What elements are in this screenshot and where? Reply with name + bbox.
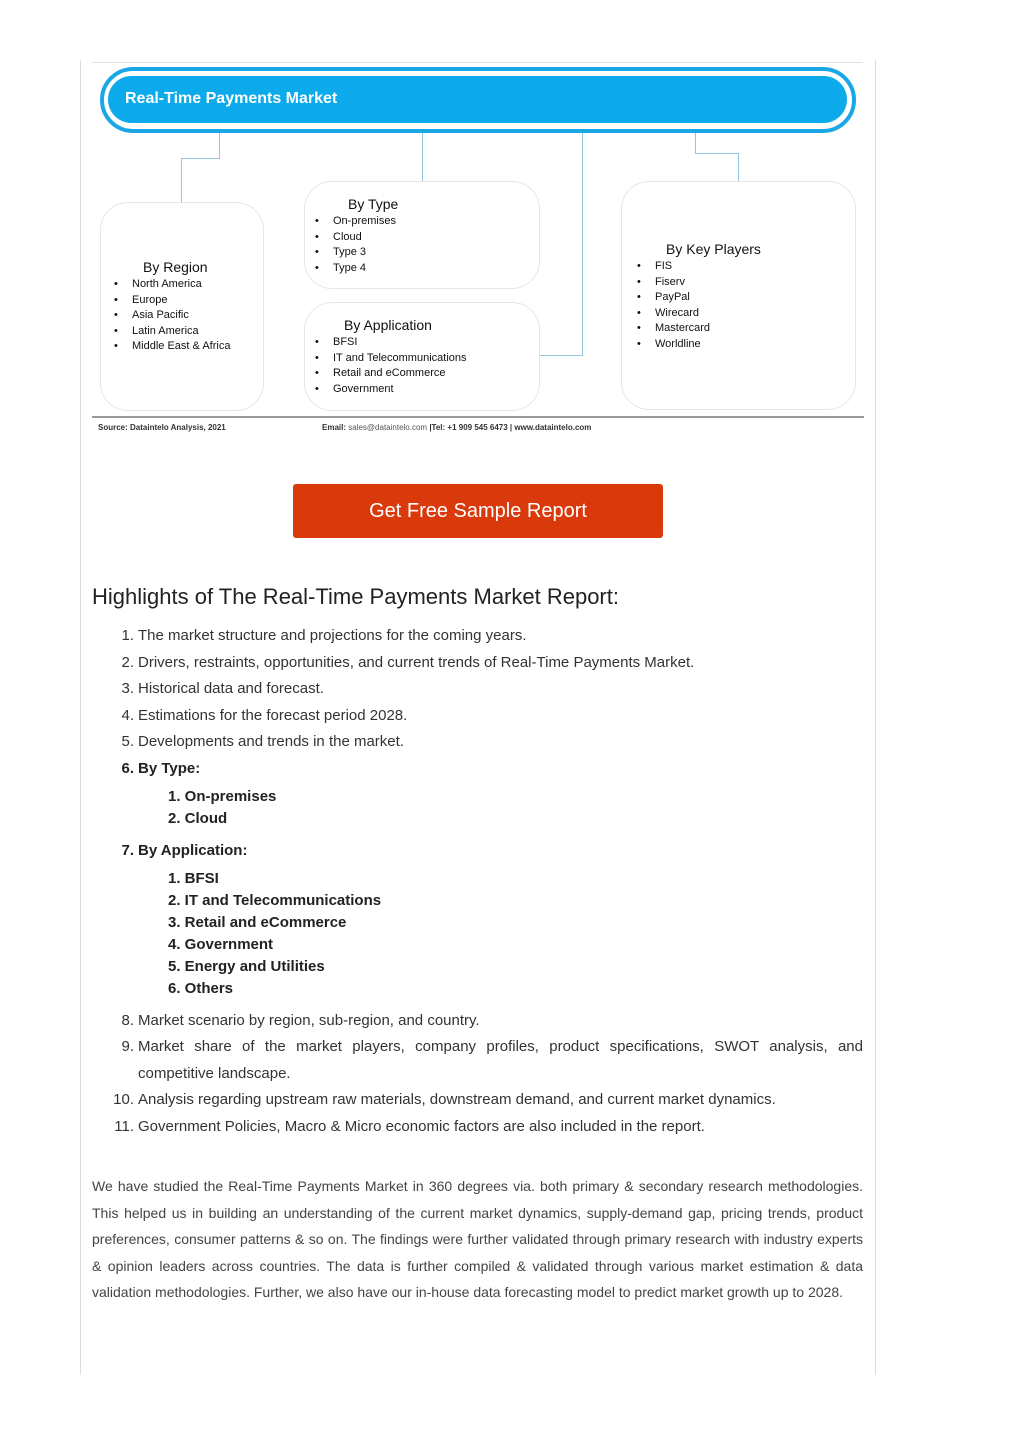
list-item: • Europe xyxy=(114,293,230,309)
list-item: • Retail and eCommerce xyxy=(315,366,467,382)
by-type-title: By Type xyxy=(348,196,399,212)
connector-region xyxy=(181,158,182,203)
email-label: Email: xyxy=(322,423,347,432)
contact-line xyxy=(322,423,591,432)
by-type-sub-item: 1. On-premises xyxy=(168,788,277,805)
list-item: • North America xyxy=(114,277,230,293)
list-item: • Worldline xyxy=(637,337,710,353)
list-item: • Fiserv xyxy=(637,275,710,291)
list-item: • Mastercard xyxy=(637,321,710,337)
email-link[interactable]: sales@dataintelo.com xyxy=(348,423,428,432)
by-type-sub-item: 2. Cloud xyxy=(168,810,228,827)
list-item: • IT and Telecommunications xyxy=(315,351,467,367)
get-free-sample-report-button[interactable]: Get Free Sample Report xyxy=(293,484,663,538)
connector-players xyxy=(738,153,739,181)
connector-players xyxy=(695,153,739,154)
connector-region xyxy=(181,158,220,159)
list-item: • Middle East & Africa xyxy=(114,339,230,355)
by-application-sub-item: 2. IT and Telecommunications xyxy=(168,892,382,909)
source-note: Source: Dataintelo Analysis, 2021 xyxy=(98,423,226,432)
page-border-right xyxy=(875,60,876,1375)
list-item: • Type 4 xyxy=(315,261,396,277)
by-application-sub-item: 3. Retail and eCommerce xyxy=(168,914,347,931)
infographic-base-rule xyxy=(92,416,864,418)
connector-players xyxy=(695,133,696,153)
by-region-title: By Region xyxy=(143,259,208,275)
contact-details: |Tel: +1 909 545 6473 | www.dataintelo.com xyxy=(429,423,592,432)
infographic-title: Real-Time Payments Market xyxy=(125,90,338,107)
list-item: • FIS xyxy=(637,259,710,275)
connector-application xyxy=(582,133,583,356)
by-region-list xyxy=(114,277,230,355)
top-divider xyxy=(92,62,863,63)
by-type-list xyxy=(315,214,396,276)
page-border-left xyxy=(80,60,81,1375)
by-application-sub-item: 1. BFSI xyxy=(168,870,219,887)
list-item: • Latin America xyxy=(114,324,230,340)
highlights-heading: Highlights of The Real-Time Payments Market Report: xyxy=(92,584,619,609)
by-application-list xyxy=(315,335,467,397)
connector-type xyxy=(422,133,423,182)
list-item: • Cloud xyxy=(315,230,396,246)
by-application-sub-item: 4. Government xyxy=(168,936,274,953)
connector-application xyxy=(540,355,583,356)
by-application-title: By Application xyxy=(344,317,432,333)
list-item: • On-premises xyxy=(315,214,396,230)
list-item: • Government xyxy=(315,382,467,398)
list-item: • PayPal xyxy=(637,290,710,306)
by-application-sub-item: 6. Others xyxy=(168,980,234,997)
list-item: • Asia Pacific xyxy=(114,308,230,324)
methodology-paragraph: We have studied the Real-Time Payments Market in 360 degrees via. both primary & secondary research methodologies. This helped us in building an understanding of the current market dynamics, supply-demand gap, pricing trends, product preferences, consumer patterns & so on. The findings were further validated through primary research with industry experts & opinion leaders across countries. The data is further compiled & validated through various market estimation & data validation methodologies. Further, we also have our in-house data forecasting model to predict market growth up to 2028. xyxy=(92,1178,863,1301)
list-item: • Type 3 xyxy=(315,245,396,261)
connector-region xyxy=(219,133,220,158)
list-item: • BFSI xyxy=(315,335,467,351)
by-key-players-title: By Key Players xyxy=(666,241,761,257)
by-key-players-list xyxy=(637,259,710,352)
list-item: • Wirecard xyxy=(637,306,710,322)
by-application-sub-item: 5. Energy and Utilities xyxy=(168,958,325,975)
